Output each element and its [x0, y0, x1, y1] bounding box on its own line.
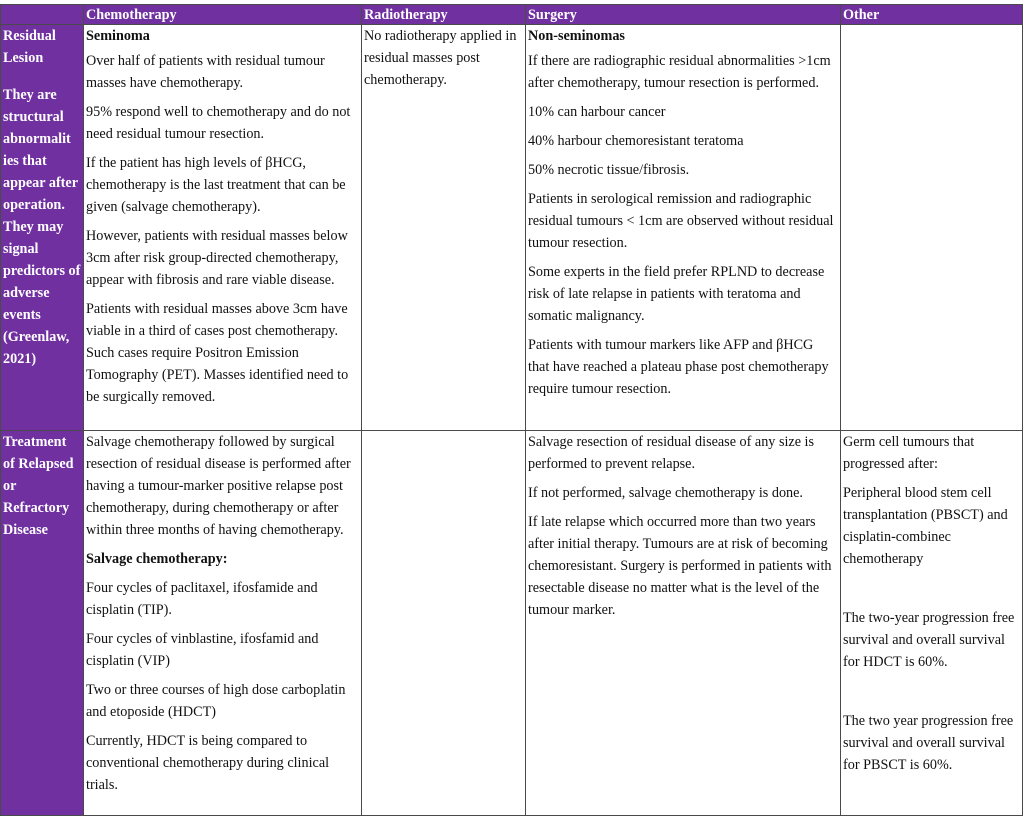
- cell-paragraph: If the patient has high levels of βHCG, chemotherapy is the last treatment that can be given (salvage chemotherapy).: [86, 155, 346, 215]
- cell-radiotherapy-relapsed: [362, 431, 526, 816]
- cell-subtitle: Salvage chemotherapy:: [86, 551, 228, 567]
- cell-paragraph: Two or three courses of high dose carboplatin and etoposide (HDCT): [86, 682, 346, 720]
- header-radiotherapy: Radiotherapy: [362, 5, 526, 25]
- row-header-residual-lesion: [1, 25, 84, 431]
- cell-paragraph: If there are radiographic residual abnormalities >1cm after chemotherapy, tumour resection is performed.: [528, 53, 831, 91]
- cell-other-relapsed: [841, 431, 1023, 816]
- row-description: They are structural abnormalit ies that appear after operation. They may signal predictors of adverse events (Greenlaw, 2021): [3, 87, 81, 367]
- cell-paragraph: 40% harbour chemoresistant teratoma: [528, 133, 744, 149]
- cell-paragraph: Patients with tumour markers like AFP and βHCG that have reached a plateau phase post chemotherapy require tumour resection.: [528, 337, 829, 397]
- treatment-comparison-table: [0, 4, 1023, 816]
- cell-chemotherapy-residual: [84, 25, 362, 431]
- table-row-relapsed-refractory: [1, 431, 1023, 816]
- cell-paragraph: Some experts in the field prefer RPLND to decrease risk of late relapse in patients with teratoma and somatic malignancy.: [528, 264, 825, 324]
- cell-chemotherapy-relapsed: [84, 431, 362, 816]
- cell-paragraph: Salvage resection of residual disease of any size is performed to prevent relapse.: [528, 434, 815, 472]
- cell-paragraph: If not performed, salvage chemotherapy is done.: [528, 485, 803, 501]
- cell-radiotherapy-residual: [362, 25, 526, 431]
- row-title: Treatment of Relapsed or Refractory Disease: [3, 434, 74, 538]
- row-title: Residual Lesion: [3, 28, 56, 66]
- header-surgery: Surgery: [526, 5, 841, 25]
- header-chemotherapy: Chemotherapy: [84, 5, 362, 25]
- cell-paragraph: Four cycles of vinblastine, ifosfamid and cisplatin (VIP): [86, 631, 319, 669]
- cell-surgery-residual: [526, 25, 841, 431]
- cell-paragraph: Patients in serological remission and radiographic residual tumours < 1cm are observed without residual tumour resection.: [528, 191, 834, 251]
- cell-paragraph: 10% can harbour cancer: [528, 104, 666, 120]
- cell-paragraph: Four cycles of paclitaxel, ifosfamide and cisplatin (TIP).: [86, 580, 318, 618]
- cell-surgery-relapsed: [526, 431, 841, 816]
- cell-paragraph: 95% respond well to chemotherapy and do not need residual tumour resection.: [86, 104, 351, 142]
- cell-paragraph: 50% necrotic tissue/fibrosis.: [528, 162, 690, 178]
- header-corner: [1, 5, 84, 25]
- table-row-residual-lesion: [1, 25, 1023, 431]
- cell-paragraph: The two year progression free survival and overall survival for PBSCT is 60%.: [843, 713, 1014, 773]
- cell-paragraph: The two-year progression free survival and overall survival for HDCT is 60%.: [843, 610, 1015, 670]
- header-other: Other: [841, 5, 1023, 25]
- cell-paragraph: Germ cell tumours that progressed after:: [843, 434, 975, 472]
- cell-paragraph: Currently, HDCT is being compared to conventional chemotherapy during clinical trials.: [86, 733, 330, 793]
- cell-paragraph: Patients with residual masses above 3cm have viable in a third of cases post chemotherapy. Such cases require Positron Emission Tomography (PET). Masses identified need to be surgically removed.: [86, 301, 349, 405]
- cell-subtitle: Non-seminomas: [528, 28, 625, 44]
- row-header-relapsed-refractory: [1, 431, 84, 816]
- cell-paragraph: Over half of patients with residual tumour masses have chemotherapy.: [86, 53, 325, 91]
- cell-paragraph: Salvage chemotherapy followed by surgical resection of residual disease is performed after having a tumour-marker positive relapse post chemotherapy, during chemotherapy or after within three months of having chemotherapy.: [86, 434, 351, 538]
- cell-other-residual: [841, 25, 1023, 431]
- cell-paragraph: If late relapse which occurred more than two years after initial therapy. Tumours are at risk of becoming chemoresistant. Surgery is performed in patients with resectable disease no matter what is the level of the tumour marker.: [528, 514, 832, 618]
- table-header-row: [1, 5, 1023, 25]
- cell-paragraph: Peripheral blood stem cell transplantation (PBSCT) and cisplatin-combinec chemotherapy: [843, 485, 1008, 567]
- cell-paragraph: No radiotherapy applied in residual masses post chemotherapy.: [364, 28, 517, 88]
- cell-paragraph: However, patients with residual masses below 3cm after risk group-directed chemotherapy, appear with fibrosis and rare viable disease.: [86, 228, 348, 288]
- cell-subtitle: Seminoma: [86, 28, 150, 44]
